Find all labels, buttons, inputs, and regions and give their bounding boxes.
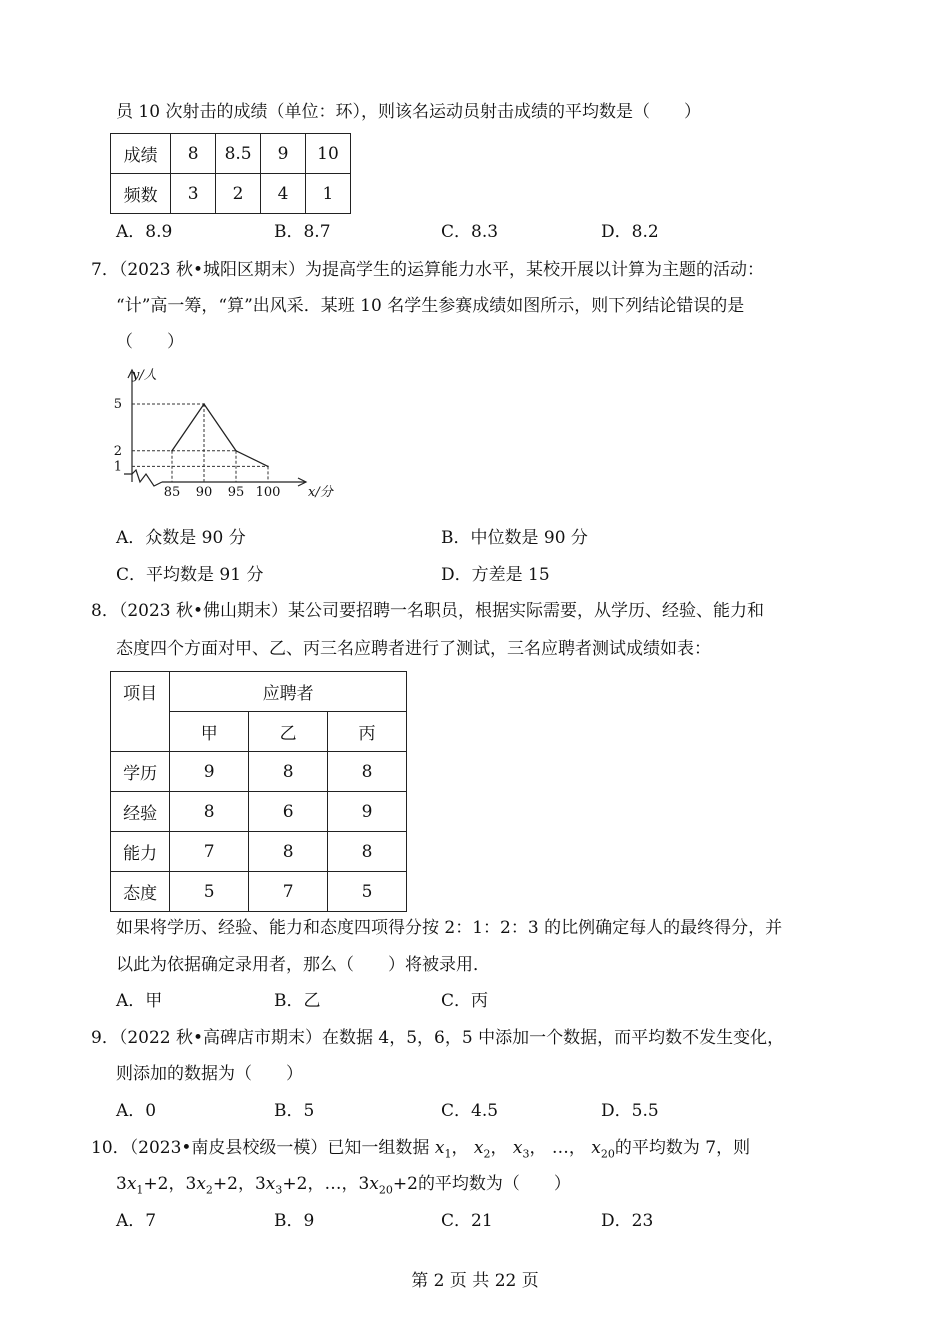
q10-source: （2023•南皮县校级一模）已知一组数据 (129, 1138, 430, 1158)
table-header: 乙 (249, 712, 328, 752)
data-point (171, 450, 173, 452)
y-axis-label: y/人 (132, 368, 157, 383)
table-cell: 9 (261, 134, 306, 174)
q10-option-b[interactable]: B．9 (274, 1211, 315, 1231)
q7-option-b[interactable]: B．中位数是 90 分 (441, 528, 588, 548)
series-line (172, 404, 268, 466)
table-cell: 8 (328, 752, 407, 792)
q10-tail1: 的平均数为 7，则 (614, 1138, 751, 1158)
q9-option-c[interactable]: C．4.5 (441, 1101, 499, 1121)
q7-stem-line3: （ ） (116, 332, 184, 352)
table-row (111, 792, 407, 832)
axis-break (124, 470, 162, 486)
q8-stem-line1: 8．（2023 秋•佛山期末）某公司要招聘一名职员，根据实际需要，从学历、经验、能力和 (91, 601, 765, 621)
table-cell: 态度 (111, 872, 170, 912)
q10-option-a[interactable]: A．7 (116, 1211, 157, 1231)
table-cell: 9 (170, 752, 249, 792)
y-tick-label: 5 (113, 397, 122, 412)
x-tick-label: 90 (195, 485, 213, 500)
q7-option-c[interactable]: C．平均数是 91 分 (116, 565, 264, 585)
table-cell: 7 (249, 872, 328, 912)
q10-number: 10． (91, 1138, 130, 1158)
table-row (111, 832, 407, 872)
q10-stem-line2: $3x_1+2$，$3x_2+2$，$3x_3+2$，…，$3x_{20}+2$的平均数为（ ） (116, 1174, 571, 1197)
table-cell: 8 (249, 752, 328, 792)
table-cell: 频数 (111, 174, 171, 214)
q6-option-c[interactable]: C．8.3 (441, 222, 499, 242)
table-cell: 5 (328, 872, 407, 912)
table-cell: 学历 (111, 752, 170, 792)
table-cell: 经验 (111, 792, 170, 832)
table-cell: 5 (170, 872, 249, 912)
q10-option-d[interactable]: D．23 (601, 1211, 654, 1231)
table-cell: 8 (328, 832, 407, 872)
q7-option-a[interactable]: A．众数是 90 分 (116, 528, 246, 548)
x-axis-label: x/分 (308, 485, 333, 500)
table-group-header: 应聘者 (170, 672, 407, 712)
data-point (235, 450, 237, 452)
table-cell: 6 (249, 792, 328, 832)
table-corner: 项目 (111, 672, 170, 752)
q7-stem-line2: “计”高一筹，“算”出风采．某班 10 名学生参赛成绩如图所示，则下列结论错误的是 (116, 296, 745, 316)
q8-option-a[interactable]: A．甲 (116, 991, 163, 1011)
table-cell: 能力 (111, 832, 170, 872)
page-footer: 第 2 页 共 22 页 (411, 1271, 539, 1291)
table-cell: 4 (261, 174, 306, 214)
q7-option-d[interactable]: D．方差是 15 (441, 565, 550, 585)
data-point (203, 403, 205, 405)
table-cell: 7 (170, 832, 249, 872)
q6-option-b[interactable]: B．8.7 (274, 222, 331, 242)
table-cell: 成绩 (111, 134, 171, 174)
table-cell: 10 (305, 134, 350, 174)
q7-line-chart (110, 360, 350, 500)
table-cell: 8 (171, 134, 216, 174)
q9-option-d[interactable]: D．5.5 (601, 1101, 659, 1121)
data-point (267, 466, 269, 468)
table-cell: 3 (171, 174, 216, 214)
q6-score-table (110, 133, 351, 214)
q9-stem-line1: 9．（2022 秋•高碑店市期末）在数据 4，5，6，5 中添加一个数据，而平均数不发生变化， (91, 1028, 785, 1048)
table-row (111, 872, 407, 912)
q6-option-a[interactable]: A．8.9 (116, 222, 173, 242)
q8-option-b[interactable]: B．乙 (274, 991, 321, 1011)
q6-option-d[interactable]: D．8.2 (601, 222, 659, 242)
x-tick-label: 85 (163, 485, 181, 500)
q8-option-c[interactable]: C．丙 (441, 991, 489, 1011)
table-cell: 8 (170, 792, 249, 832)
y-tick-label: 1 (113, 459, 122, 475)
q10-option-c[interactable]: C．21 (441, 1211, 493, 1231)
table-cell: 2 (215, 174, 260, 214)
q8-after-line2: 以此为依据确定录用者，那么（ ）将被录用． (116, 955, 490, 975)
q8-score-table (110, 671, 407, 912)
q10-tail2: 的平均数为（ ） (417, 1174, 571, 1194)
table-header: 丙 (328, 712, 407, 752)
table-cell: 8.5 (215, 134, 260, 174)
table-cell: 8 (249, 832, 328, 872)
x-tick-label: 95 (227, 485, 245, 500)
q9-stem-line2: 则添加的数据为（ ） (116, 1064, 303, 1084)
table-cell: 9 (328, 792, 407, 832)
y-tick-label: 2 (113, 443, 122, 459)
q8-after-line1: 如果将学历、经验、能力和态度四项得分按 2：1：2：3 的比例确定每人的最终得分，并 (116, 918, 783, 938)
q10-stem-line1: 10．（2023•南皮县校级一模）已知一组数据 $x_1$， $x_2$， $x_3$， …， $x_{20}$的平均数为 7，则 (91, 1138, 751, 1161)
q7-stem-line1: 7．（2023 秋•城阳区期末）为提高学生的运算能力水平，某校开展以计算为主题的活动： (91, 260, 765, 280)
table-cell: 1 (305, 174, 350, 214)
table-header: 甲 (170, 712, 249, 752)
table-row (111, 752, 407, 792)
q6-stem: 员 10 次射击的成绩（单位：环），则该名运动员射击成绩的平均数是（ ） (116, 102, 701, 122)
q8-stem-line2: 态度四个方面对甲、乙、丙三名应聘者进行了测试，三名应聘者测试成绩如表： (116, 639, 711, 659)
q9-option-a[interactable]: A．0 (116, 1101, 157, 1121)
x-tick-label: 100 (255, 485, 281, 500)
q9-option-b[interactable]: B．5 (274, 1101, 315, 1121)
